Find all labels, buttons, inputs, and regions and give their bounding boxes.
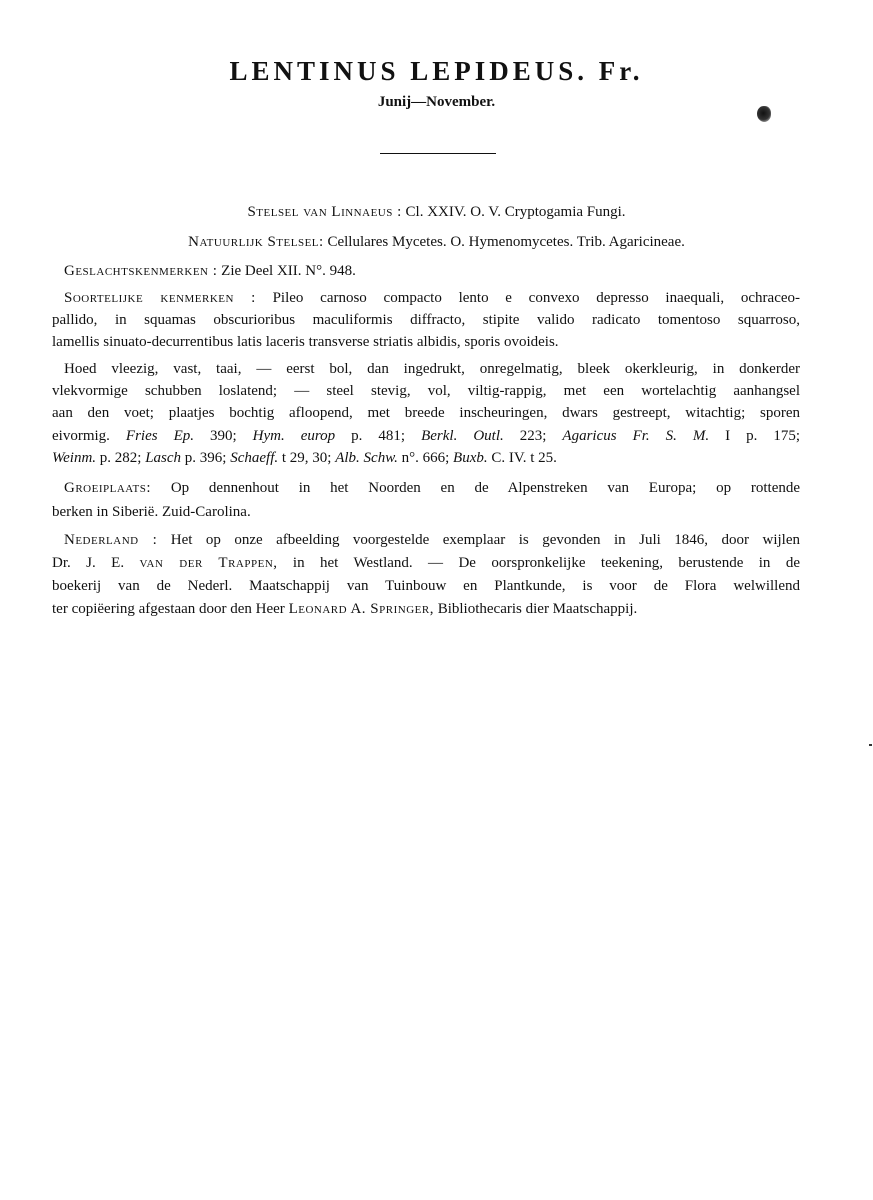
natuurlijk-stelsel-line <box>0 232 873 252</box>
ref-italic: Weinm. <box>52 450 97 466</box>
natuurlijk-stelsel-text: Cellulares Mycetes. O. Hymenomycetes. Trib. Agaricineae. <box>327 234 685 250</box>
ref-text: 390; <box>209 428 237 444</box>
nederland-text-2a: Dr. J. E. <box>52 555 125 571</box>
beschrijving-references-line-1 <box>52 426 800 446</box>
ref-italic: Buxb. <box>453 450 488 466</box>
stelsel-linnaeus-line <box>0 202 873 222</box>
nederland-line-1 <box>64 530 800 550</box>
ref-italic: Hym. europ <box>252 428 336 444</box>
page-subtitle: Junij—November. <box>377 94 496 110</box>
nederland-line-4 <box>52 599 637 619</box>
natuurlijk-stelsel-label: Natuurlijk Stelsel: <box>188 234 324 250</box>
beschrijving-line-3: aan den voet; plaatjes bochtig afloopend, met breede inscheuringen, dwars gestreept, witachtig; sporen <box>52 405 800 421</box>
ref-text: p. 481; <box>351 428 406 444</box>
beschrijving-line-1: Hoed vleezig, vast, taai, — eerst bol, dan ingedrukt, onregelmatig, bleek okerkleurig, in donkerder <box>64 361 800 377</box>
geslachtskenmerken-text: Zie Deel XII. N°. 948. <box>221 263 356 279</box>
ref-text: p. 282; <box>99 450 142 466</box>
nederland-line-2 <box>52 553 800 573</box>
soortelijke-kenmerken-line-3: lamellis sinuato-decurrentibus latis laceris transverse striatis albidis, sporis ovoideis. <box>52 334 559 350</box>
ref-text: 223; <box>519 428 547 444</box>
groeiplaats-line-2: berken in Siberië. Zuid-Carolina. <box>52 504 251 520</box>
scan-edge-mark <box>869 744 872 746</box>
ref-text: C. IV. t 25. <box>491 450 557 466</box>
beschrijving-line-2: vlekvormige schubben loslatend; — steel stevig, vol, viltig-rappig, met een wortelachtig aanhangsel <box>52 383 800 399</box>
stelsel-linnaeus-text: Cl. XXIV. O. V. Cryptogamia Fungi. <box>405 204 626 220</box>
groeiplaats-text-1: Op dennenhout in het Noorden en de Alpenstreken van Europa; op rottende <box>170 480 801 496</box>
ref-italic: Agaricus Fr. S. M. <box>562 428 710 444</box>
ref-text: t 29, 30; <box>281 450 332 466</box>
nederland-person-name: van der Trappen, <box>139 555 278 571</box>
ref-text: I p. 175; <box>725 428 801 444</box>
nederland-librarian-name: Leonard A. Springer, <box>288 601 434 617</box>
page-title: LENTINUS LEPIDEUS. Fr. <box>229 56 644 86</box>
soortelijke-kenmerken-line-2: pallido, in squamas obscurioribus maculiformis diffracto, stipite valido radicato tomentoso squarroso, <box>52 312 800 328</box>
groeiplaats-label: Groeiplaats: <box>64 480 152 496</box>
beschrijving-references-line-2 <box>52 448 557 468</box>
groeiplaats-line-1 <box>64 478 800 498</box>
ref-italic: Alb. Schw. <box>335 450 398 466</box>
geslachtskenmerken-label: Geslachtskenmerken : <box>64 263 218 279</box>
nederland-text-1: Het op onze afbeelding voorgestelde exemplaar is gevonden in Juli 1846, door wijlen <box>170 532 800 548</box>
ref-text: p. 396; <box>184 450 227 466</box>
ref-text: n°. 666; <box>401 450 450 466</box>
ref-italic: Lasch <box>145 450 182 466</box>
ref-italic: Fries Ep. <box>125 428 194 444</box>
ink-blot-mark <box>757 106 771 122</box>
soortelijke-kenmerken-text-1: Pileo carnoso compacto lento e convexo depresso inaequali, ochraceo- <box>272 290 801 306</box>
soortelijke-kenmerken-line-1 <box>64 288 800 308</box>
soortelijke-kenmerken-label: Soortelijke kenmerken : <box>64 290 256 306</box>
nederland-text-4b: Bibliothecaris dier Maatschappij. <box>437 601 638 617</box>
stelsel-linnaeus-label: Stelsel van Linnaeus : <box>247 204 402 220</box>
title-divider <box>380 153 496 154</box>
ref-italic: Schaeff. <box>230 450 279 466</box>
ref-italic: Berkl. Outl. <box>421 428 504 444</box>
nederland-text-4a: ter copiëering afgestaan door den Heer <box>52 601 285 617</box>
nederland-label: Nederland : <box>64 532 158 548</box>
nederland-text-2b: in het Westland. — De oorspronkelijke teekening, berustende in de <box>292 555 800 571</box>
nederland-line-3: boekerij van de Nederl. Maatschappij van Tuinbouw en Plantkunde, is voor de Flora welwillend <box>52 578 800 594</box>
ref-text: eivormig. <box>52 428 110 444</box>
geslachtskenmerken-line <box>64 261 356 281</box>
